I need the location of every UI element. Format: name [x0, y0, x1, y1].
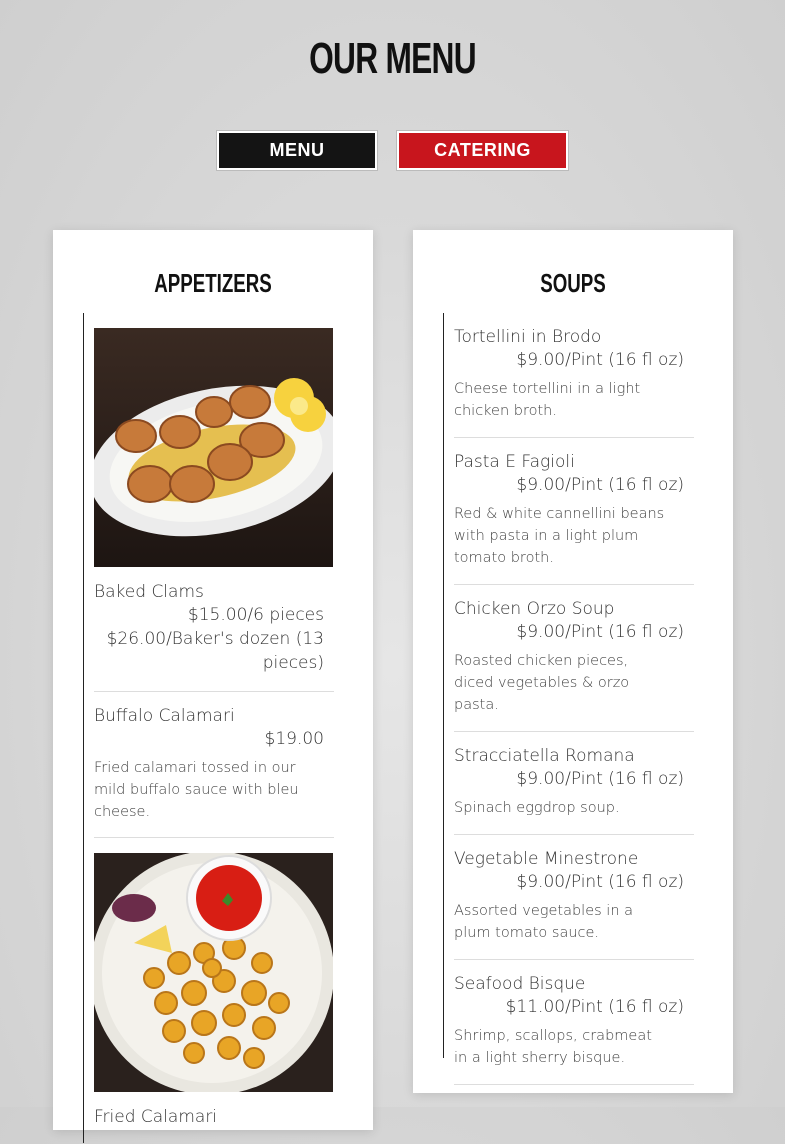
menu-item — [454, 835, 694, 960]
item-description: Roasted chicken pieces, diced vegetables & orzo pasta. — [454, 653, 630, 713]
fried-calamari-photo — [94, 853, 333, 1092]
page-title: OUR MENU — [309, 34, 476, 83]
item-name: Tortellini in Brodo — [454, 327, 602, 347]
item-name: Vegetable Minestrone — [454, 849, 639, 869]
item-name: Baked Clams — [94, 582, 204, 602]
item-price: $15.00/6 pieces — [187, 605, 324, 625]
appetizers-card — [53, 230, 373, 1130]
menu-item — [94, 692, 334, 838]
item-name: Seafood Bisque — [454, 974, 586, 994]
soups-title: SOUPS — [540, 268, 606, 298]
catering-tab-button[interactable]: CATERING — [397, 131, 568, 170]
appetizers-title: APPETIZERS — [154, 268, 272, 298]
item-description: Red & white cannellini beans with pasta in a light plum tomato broth. — [454, 506, 665, 566]
item-description: Fried calamari tossed in our mild buffalo sauce with bleu cheese. — [94, 760, 299, 820]
item-price: $19.00 — [264, 729, 324, 749]
menu-tab-button[interactable]: MENU — [217, 131, 377, 170]
item-description: Assorted vegetables in a plum tomato sauce. — [454, 903, 634, 941]
item-description: Cheese tortellini in a light chicken broth. — [454, 381, 641, 419]
item-price: $9.00/Pint (16 fl oz) — [516, 872, 684, 892]
menu-item — [454, 585, 694, 732]
menu-item — [454, 960, 694, 1085]
item-description: Spinach eggdrop soup. — [454, 800, 620, 816]
item-name: Buffalo Calamari — [94, 706, 235, 726]
item-name: Fried Calamari — [94, 1107, 218, 1127]
item-name: Stracciatella Romana — [454, 746, 635, 766]
menu-item — [94, 567, 334, 692]
item-price: $26.00/Baker's dozen (13 — [106, 629, 324, 649]
item-name: Chicken Orzo Soup — [454, 599, 615, 619]
item-name: Pasta E Fagioli — [454, 452, 575, 472]
divider-line — [443, 313, 444, 1058]
item-price: $9.00/Pint (16 fl oz) — [516, 350, 684, 370]
baked-clams-photo — [94, 328, 333, 567]
soups-card — [413, 230, 733, 1093]
menu-item — [454, 438, 694, 585]
item-price: $9.00/Pint (16 fl oz) — [516, 622, 684, 642]
item-description: Shrimp, scallops, crabmeat in a light sherry bisque. — [454, 1028, 652, 1066]
item-price: $9.00/Pint (16 fl oz) — [516, 475, 684, 495]
item-price: pieces) — [262, 653, 324, 673]
menu-item — [454, 326, 694, 438]
soups-list — [454, 326, 694, 1085]
divider-line — [83, 313, 84, 1143]
item-price: $9.00/Pint (16 fl oz) — [516, 769, 684, 789]
item-price: $11.00/Pint (16 fl oz) — [505, 997, 684, 1017]
menu-item — [94, 1092, 334, 1144]
appetizers-list — [94, 328, 334, 1144]
menu-item — [454, 732, 694, 835]
